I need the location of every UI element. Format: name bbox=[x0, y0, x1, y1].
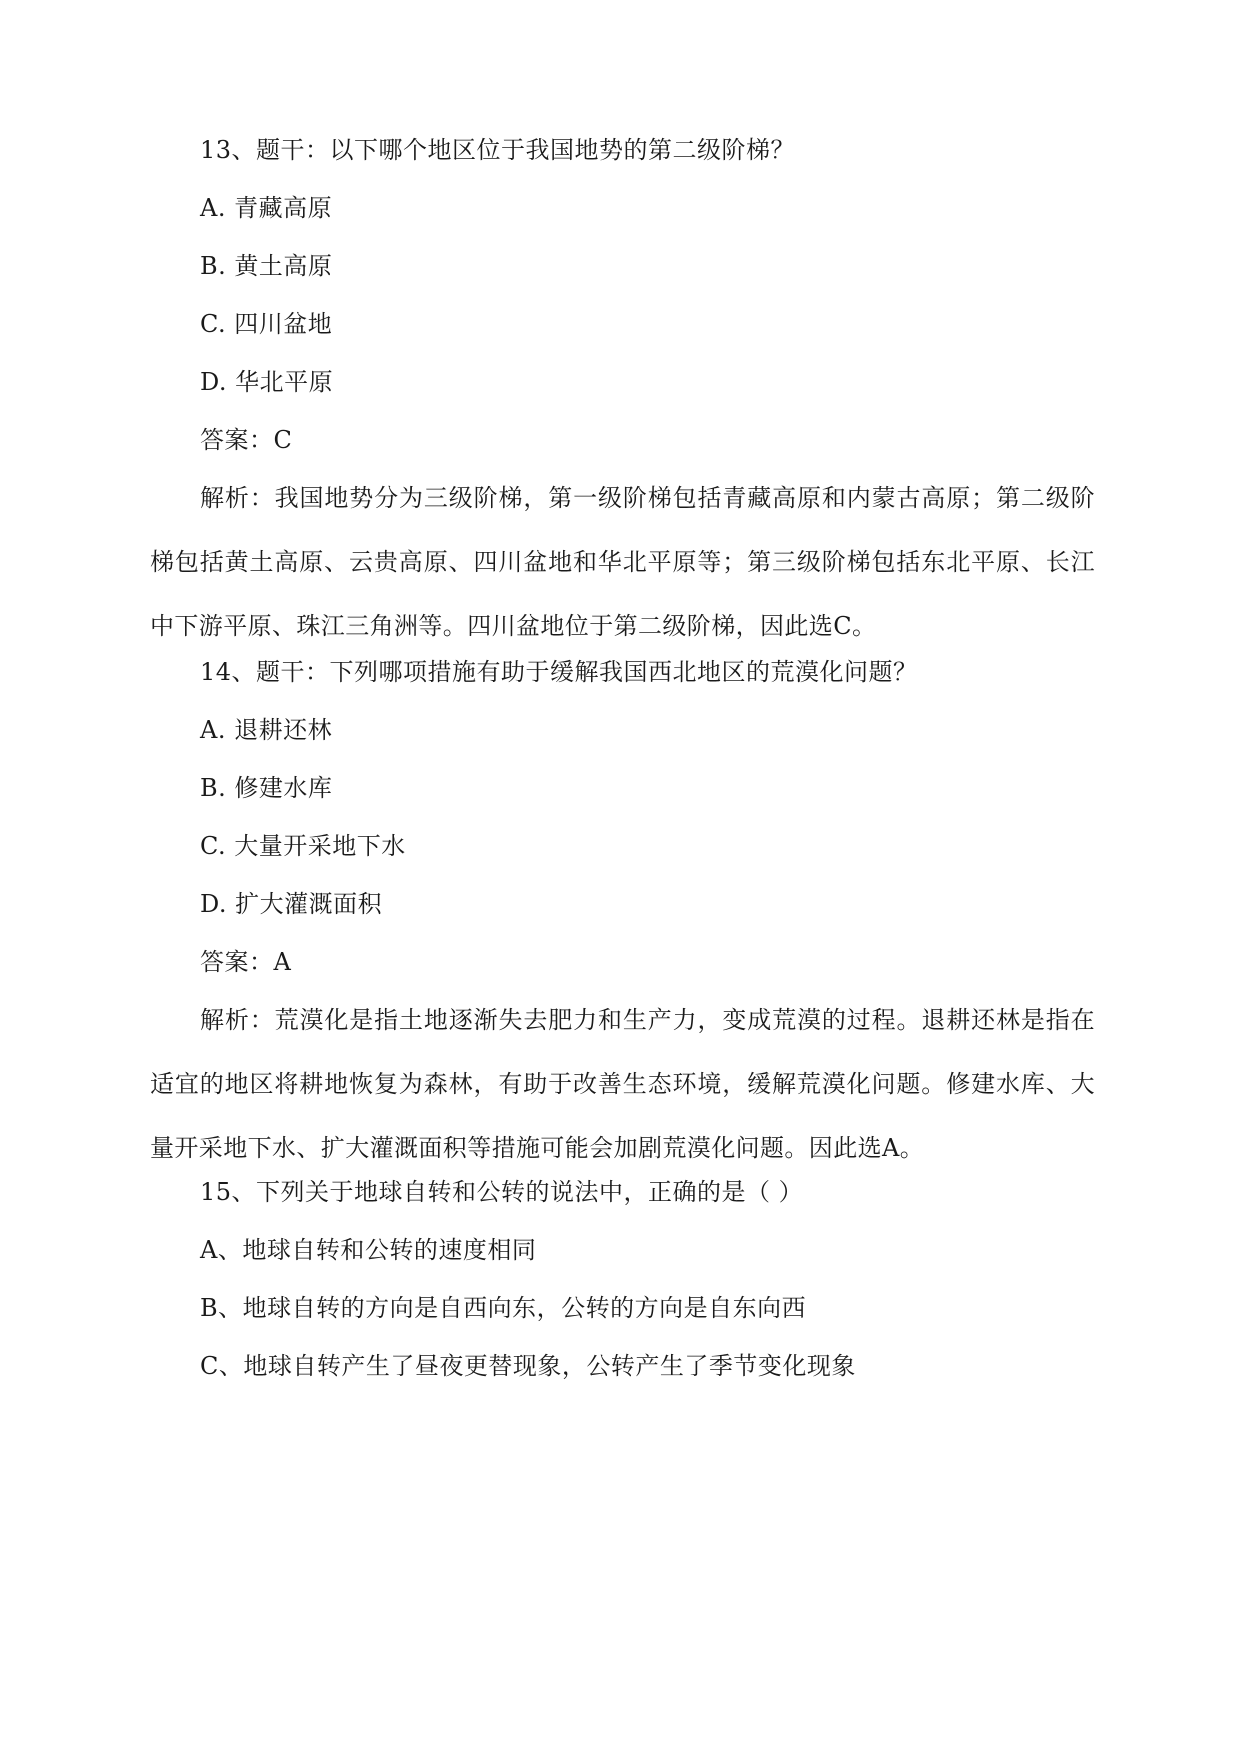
question-14-option-b: B. 修建水库 bbox=[200, 774, 333, 802]
question-13-option-b: B. 黄土高原 bbox=[200, 252, 333, 280]
question-15-option-c: C、地球自转产生了昼夜更替现象，公转产生了季节变化现象 bbox=[200, 1352, 856, 1380]
question-14-answer: 答案：A bbox=[200, 948, 292, 976]
question-13-analysis: 解析：我国地势分为三级阶梯，第一级阶梯包括青藏高原和内蒙古高原；第二级阶梯包括黄土高原、云贵高原、四川盆地和华北平原等；第三级阶梯包括东北平原、长江中下游平原、珠江三角洲等。四川盆地位于第二级阶梯，因此选C。 bbox=[150, 484, 1095, 640]
question-13-option-a: A. 青藏高原 bbox=[200, 194, 333, 222]
question-15-option-a: A、地球自转和公转的速度相同 bbox=[200, 1236, 537, 1264]
question-14-option-a: A. 退耕还林 bbox=[200, 716, 333, 744]
question-14-option-d: D. 扩大灌溉面积 bbox=[200, 890, 383, 918]
question-13-option-d: D. 华北平原 bbox=[200, 368, 334, 396]
question-13-option-c: C. 四川盆地 bbox=[200, 310, 333, 338]
question-15-option-b: B、地球自转的方向是自西向东，公转的方向是自东向西 bbox=[200, 1294, 807, 1322]
question-13-answer: 答案：C bbox=[200, 426, 293, 454]
question-15-stem: 15、下列关于地球自转和公转的说法中，正确的是（ ） bbox=[200, 1178, 804, 1206]
question-13-stem: 13、题干：以下哪个地区位于我国地势的第二级阶梯？ bbox=[200, 136, 796, 164]
question-14-option-c: C. 大量开采地下水 bbox=[200, 832, 406, 860]
question-14-analysis: 解析：荒漠化是指土地逐渐失去肥力和生产力，变成荒漠的过程。退耕还林是指在适宜的地区将耕地恢复为森林，有助于改善生态环境，缓解荒漠化问题。修建水库、大量开采地下水、扩大灌溉面积等措施可能会加剧荒漠化问题。因此选A。 bbox=[150, 1006, 1095, 1162]
question-14-stem: 14、题干：下列哪项措施有助于缓解我国西北地区的荒漠化问题？ bbox=[200, 658, 918, 686]
